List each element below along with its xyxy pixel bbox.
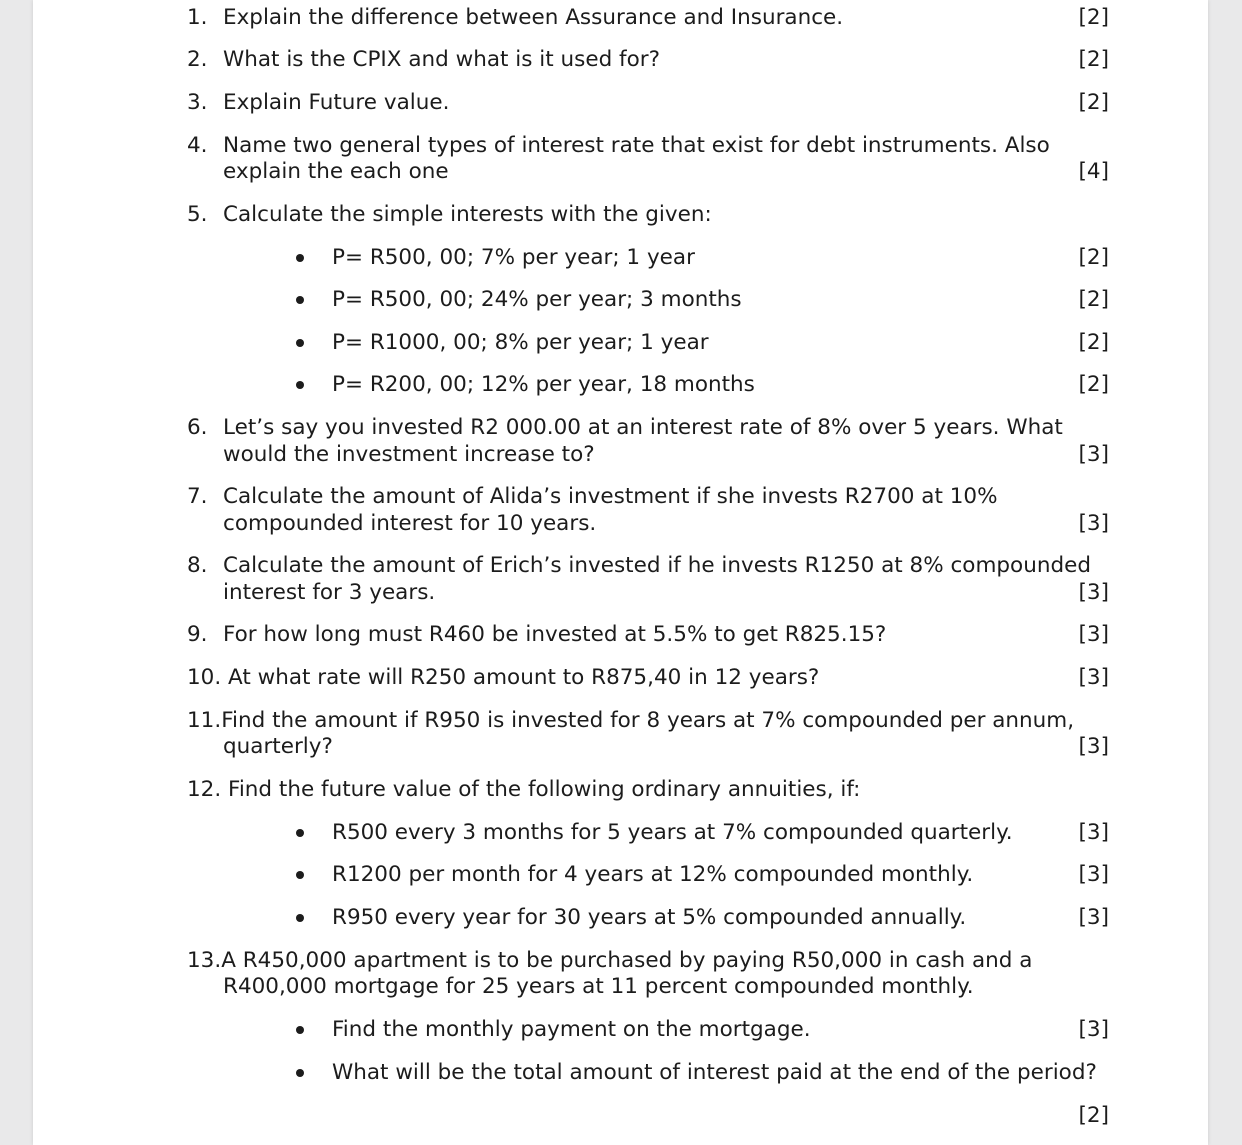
question-mark: [3] [1078,862,1109,887]
question-text-line-2: explain the each one [223,159,449,184]
question-text-line-2: would the investment increase to? [223,442,595,467]
question-number: 7. [187,484,208,509]
question-mark: [2] [1078,287,1109,312]
bullet-icon [296,871,304,879]
question-text: Explain the difference between Assurance and Insurance. [223,5,844,30]
question-mark: [3] [1078,442,1109,467]
question-mark: [3] [1078,622,1109,647]
question-mark: [3] [1078,580,1109,605]
question-text-line-2: quarterly? [223,734,333,759]
question-mark: [3] [1078,511,1109,536]
bullet-icon [296,296,304,304]
bullet-icon [296,254,304,262]
bullet-text: What will be the total amount of interest paid at the end of the period? [332,1060,1097,1085]
bullet-text: R500 every 3 months for 5 years at 7% compounded quarterly. [332,820,1013,845]
question-text-line-1: Let’s say you invested R2 000.00 at an interest rate of 8% over 5 years. What [223,415,1063,440]
question-text-line-1: Calculate the amount of Alida’s investment if she invests R2700 at 10% [223,484,998,509]
bullet-icon [296,381,304,389]
question-text-line-1: 11.Find the amount if R950 is invested for 8 years at 7% compounded per annum, [187,708,1075,733]
bullet-text: P= R200, 00; 12% per year, 18 months [332,372,755,397]
document-page [33,0,1208,1145]
question-mark: [2] [1078,245,1109,270]
question-number: 2. [187,47,208,72]
question-mark: [3] [1078,820,1109,845]
bullet-text: P= R500, 00; 7% per year; 1 year [332,245,695,270]
bullet-icon [296,914,304,922]
question-mark: [2] [1078,372,1109,397]
question-number: 8. [187,553,208,578]
bullet-icon [296,1026,304,1034]
question-text: What is the CPIX and what is it used for? [223,47,661,72]
question-mark: [2] [1078,90,1109,115]
bullet-icon [296,339,304,347]
question-mark: [4] [1078,159,1109,184]
question-mark: [2] [1078,5,1109,30]
question-mark: [3] [1078,665,1109,690]
bullet-text: R1200 per month for 4 years at 12% compounded monthly. [332,862,974,887]
question-text: Calculate the simple interests with the given: [223,202,712,227]
bullet-text: P= R1000, 00; 8% per year; 1 year [332,330,709,355]
bullet-text: Find the monthly payment on the mortgage. [332,1017,811,1042]
question-mark: [2] [1078,1103,1109,1128]
question-text-line-1: 13.A R450,000 apartment is to be purchased by paying R50,000 in cash and a [187,948,1033,973]
question-number: 3. [187,90,208,115]
bullet-icon [296,829,304,837]
question-mark: [3] [1078,1017,1109,1042]
question-text-line-1: Calculate the amount of Erich’s invested if he invests R1250 at 8% compounded [223,553,1091,578]
question-mark: [2] [1078,330,1109,355]
question-text: 10. At what rate will R250 amount to R875,40 in 12 years? [187,665,820,690]
bullet-text: P= R500, 00; 24% per year; 3 months [332,287,742,312]
question-text: Explain Future value. [223,90,450,115]
question-text-line-2: interest for 3 years. [223,580,436,605]
question-text: For how long must R460 be invested at 5.5% to get R825.15? [223,622,887,647]
question-number: 6. [187,415,208,440]
question-mark: [2] [1078,47,1109,72]
question-text-line-2: R400,000 mortgage for 25 years at 11 percent compounded monthly. [223,974,974,999]
question-mark: [3] [1078,905,1109,930]
question-text-line-2: compounded interest for 10 years. [223,511,597,536]
question-number: 4. [187,133,208,158]
question-mark: [3] [1078,734,1109,759]
bullet-icon [296,1069,304,1077]
question-number: 5. [187,202,208,227]
question-number: 1. [187,5,208,30]
bullet-text: R950 every year for 30 years at 5% compounded annually. [332,905,967,930]
question-text: 12. Find the future value of the following ordinary annuities, if: [187,777,861,802]
question-text-line-1: Name two general types of interest rate that exist for debt instruments. Also [223,133,1050,158]
question-number: 9. [187,622,208,647]
